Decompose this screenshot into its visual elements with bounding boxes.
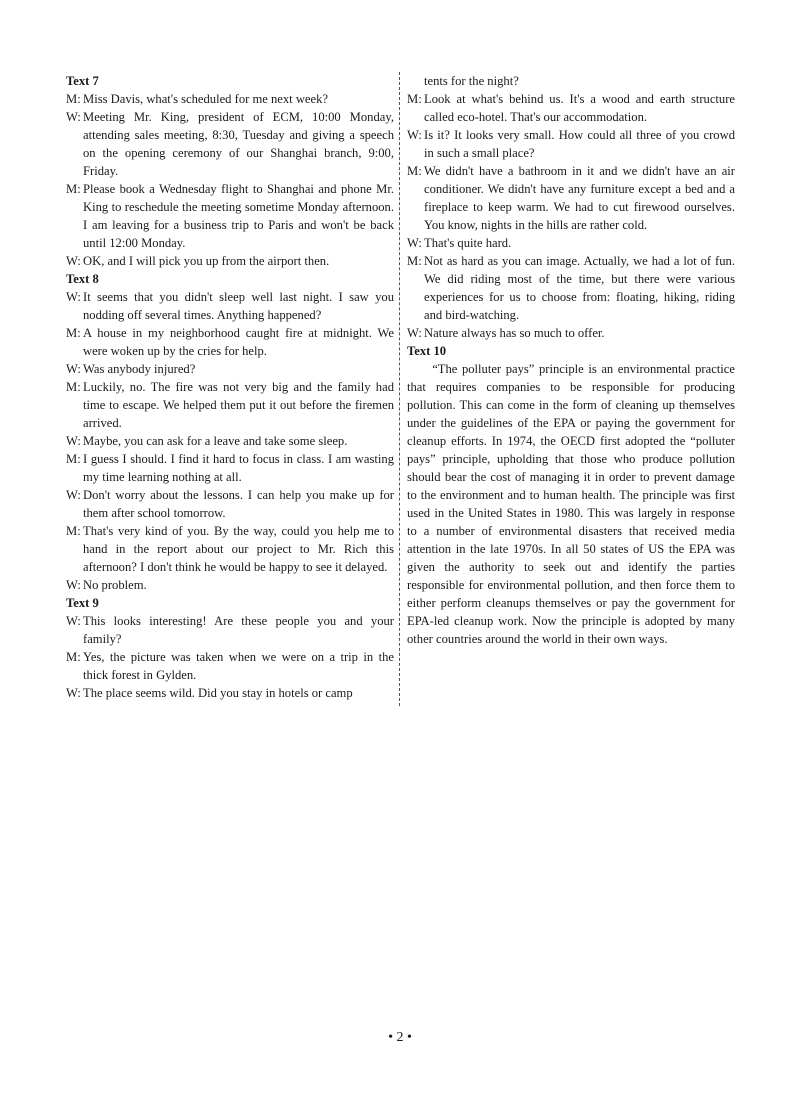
dialogue-line bbox=[66, 522, 394, 576]
dialogue-line bbox=[407, 126, 735, 162]
dialogue-line bbox=[407, 234, 735, 252]
speaker-label: M: bbox=[407, 92, 422, 106]
dialogue-text: That's quite hard. bbox=[424, 236, 512, 250]
speaker-label: W: bbox=[66, 362, 81, 376]
speaker-label: W: bbox=[66, 614, 81, 628]
dialogue-line bbox=[66, 252, 394, 270]
column-divider bbox=[399, 72, 400, 706]
dialogue-line bbox=[66, 612, 394, 648]
dialogue-line bbox=[407, 90, 735, 126]
dialogue-line bbox=[66, 378, 394, 432]
dialogue-text: No problem. bbox=[83, 578, 147, 592]
dialogue-continuation: tents for the night? bbox=[424, 74, 519, 88]
speaker-label: W: bbox=[66, 488, 81, 502]
speaker-label: W: bbox=[407, 326, 422, 340]
dialogue-text: Nature always has so much to offer. bbox=[424, 326, 605, 340]
dialogue-text: That's very kind of you. By the way, could you help me to hand in the report about our project to Mr. Rich this afternoon? I don't think he would be happy to see it delayed. bbox=[83, 524, 394, 574]
dialogue-line bbox=[407, 252, 735, 324]
dialogue-text: Don't worry about the lessons. I can help you make up for them after school tomorrow. bbox=[83, 488, 394, 520]
dialogue-text: I guess I should. I find it hard to focus in class. I am wasting my time learning nothing at all. bbox=[83, 452, 394, 484]
right-column bbox=[407, 72, 735, 648]
dialogue-line bbox=[66, 180, 394, 252]
dialogue-line bbox=[66, 450, 394, 486]
dialogue-line bbox=[407, 162, 735, 234]
dialogue-line bbox=[66, 90, 394, 108]
speaker-label: M: bbox=[66, 182, 81, 196]
speaker-label: W: bbox=[407, 236, 422, 250]
passage-paragraph: “The polluter pays” principle is an environmental practice that requires companies to be responsible for producing pollution. This can come in the form of cleaning up themselves under the guidelines of the EPA or paying the government for cleanup efforts. In 1974, the OECD first adopted the “polluter pays” principle, upholding that those who produce pollution should bear the cost of managing it in order to prevent damage to the environment and to human health. The principle was first used in the United States in 1980. This was largely in response to a number of environmental disasters that received media attention in the late 1970s. In all 50 states of US the EPA was given the authority to seek out and identify the parties responsible for environmental pollution, and then force them to either perform cleanups themselves or pay the government for EPA-led cleanup work. Now the principle is adopted by many other countries around the world in their own ways. bbox=[407, 362, 735, 646]
speaker-label: M: bbox=[66, 452, 81, 466]
dialogue-line bbox=[66, 288, 394, 324]
dialogue-text: Meeting Mr. King, president of ECM, 10:00 Monday, attending sales meeting, 8:30, Tuesday and giving a speech on the opening ceremony of our Shanghai branch, 9:00, Friday. bbox=[83, 110, 394, 178]
dialogue-line bbox=[66, 486, 394, 522]
dialogue-text: Miss Davis, what's scheduled for me next week? bbox=[83, 92, 328, 106]
section-heading: Text 8 bbox=[66, 272, 99, 286]
speaker-label: M: bbox=[66, 650, 81, 664]
dialogue-text: OK, and I will pick you up from the airport then. bbox=[83, 254, 330, 268]
dialogue-text: Was anybody injured? bbox=[83, 362, 196, 376]
dialogue-text: It seems that you didn't sleep well last night. I saw you nodding off several times. Anything happened? bbox=[83, 290, 394, 322]
speaker-label: M: bbox=[407, 164, 422, 178]
section-heading: Text 7 bbox=[66, 74, 99, 88]
dialogue-line bbox=[407, 324, 735, 342]
dialogue-line bbox=[66, 684, 394, 702]
dialogue-line bbox=[66, 576, 394, 594]
section-heading: Text 10 bbox=[407, 344, 447, 358]
dialogue-text: The place seems wild. Did you stay in hotels or camp bbox=[83, 686, 353, 700]
speaker-label: W: bbox=[66, 290, 81, 304]
speaker-label: M: bbox=[407, 254, 422, 268]
dialogue-text: Luckily, no. The fire was not very big and the family had time to escape. We helped them put it out before the firemen arrived. bbox=[83, 380, 394, 430]
speaker-label: M: bbox=[66, 380, 81, 394]
speaker-label: W: bbox=[66, 434, 81, 448]
speaker-label: W: bbox=[66, 578, 81, 592]
speaker-label: M: bbox=[66, 524, 81, 538]
dialogue-line bbox=[66, 648, 394, 684]
speaker-label: W: bbox=[407, 128, 422, 142]
speaker-label: M: bbox=[66, 92, 81, 106]
dialogue-text: A house in my neighborhood caught fire at midnight. We were woken up by the cries for help. bbox=[83, 326, 394, 358]
dialogue-line bbox=[66, 432, 394, 450]
dialogue-text: We didn't have a bathroom in it and we didn't have an air conditioner. We didn't have any furniture except a bed and a fireplace to keep warm. We had to cut firewood ourselves. You know, nights in the hills are rather cold. bbox=[424, 164, 735, 232]
dialogue-text: This looks interesting! Are these people you and your family? bbox=[83, 614, 394, 646]
dialogue-text: Not as hard as you can image. Actually, we had a lot of fun. We did riding most of the time, but there were various experiences for us to choose from: floating, hiking, riding and bird-watching. bbox=[424, 254, 735, 322]
speaker-label: M: bbox=[66, 326, 81, 340]
dialogue-text: Please book a Wednesday flight to Shanghai and phone Mr. King to reschedule the meeting sometime Monday afternoon. I am leaving for a business trip to Paris and won't be back until 12:00 Monday. bbox=[83, 182, 394, 250]
speaker-label: W: bbox=[66, 686, 81, 700]
page-number: • 2 • bbox=[388, 1030, 412, 1045]
section-heading: Text 9 bbox=[66, 596, 99, 610]
dialogue-text: Is it? It looks very small. How could all three of you crowd in such a small place? bbox=[424, 128, 735, 160]
speaker-label: W: bbox=[66, 110, 81, 124]
dialogue-text: Look at what's behind us. It's a wood and earth structure called eco-hotel. That's our accommodation. bbox=[424, 92, 735, 124]
dialogue-text: Yes, the picture was taken when we were on a trip in the thick forest in Gylden. bbox=[83, 650, 394, 682]
dialogue-line bbox=[66, 324, 394, 360]
speaker-label: W: bbox=[66, 254, 81, 268]
dialogue-line bbox=[66, 360, 394, 378]
left-column bbox=[66, 72, 394, 702]
dialogue-text: Maybe, you can ask for a leave and take some sleep. bbox=[83, 434, 348, 448]
dialogue-line bbox=[66, 108, 394, 180]
